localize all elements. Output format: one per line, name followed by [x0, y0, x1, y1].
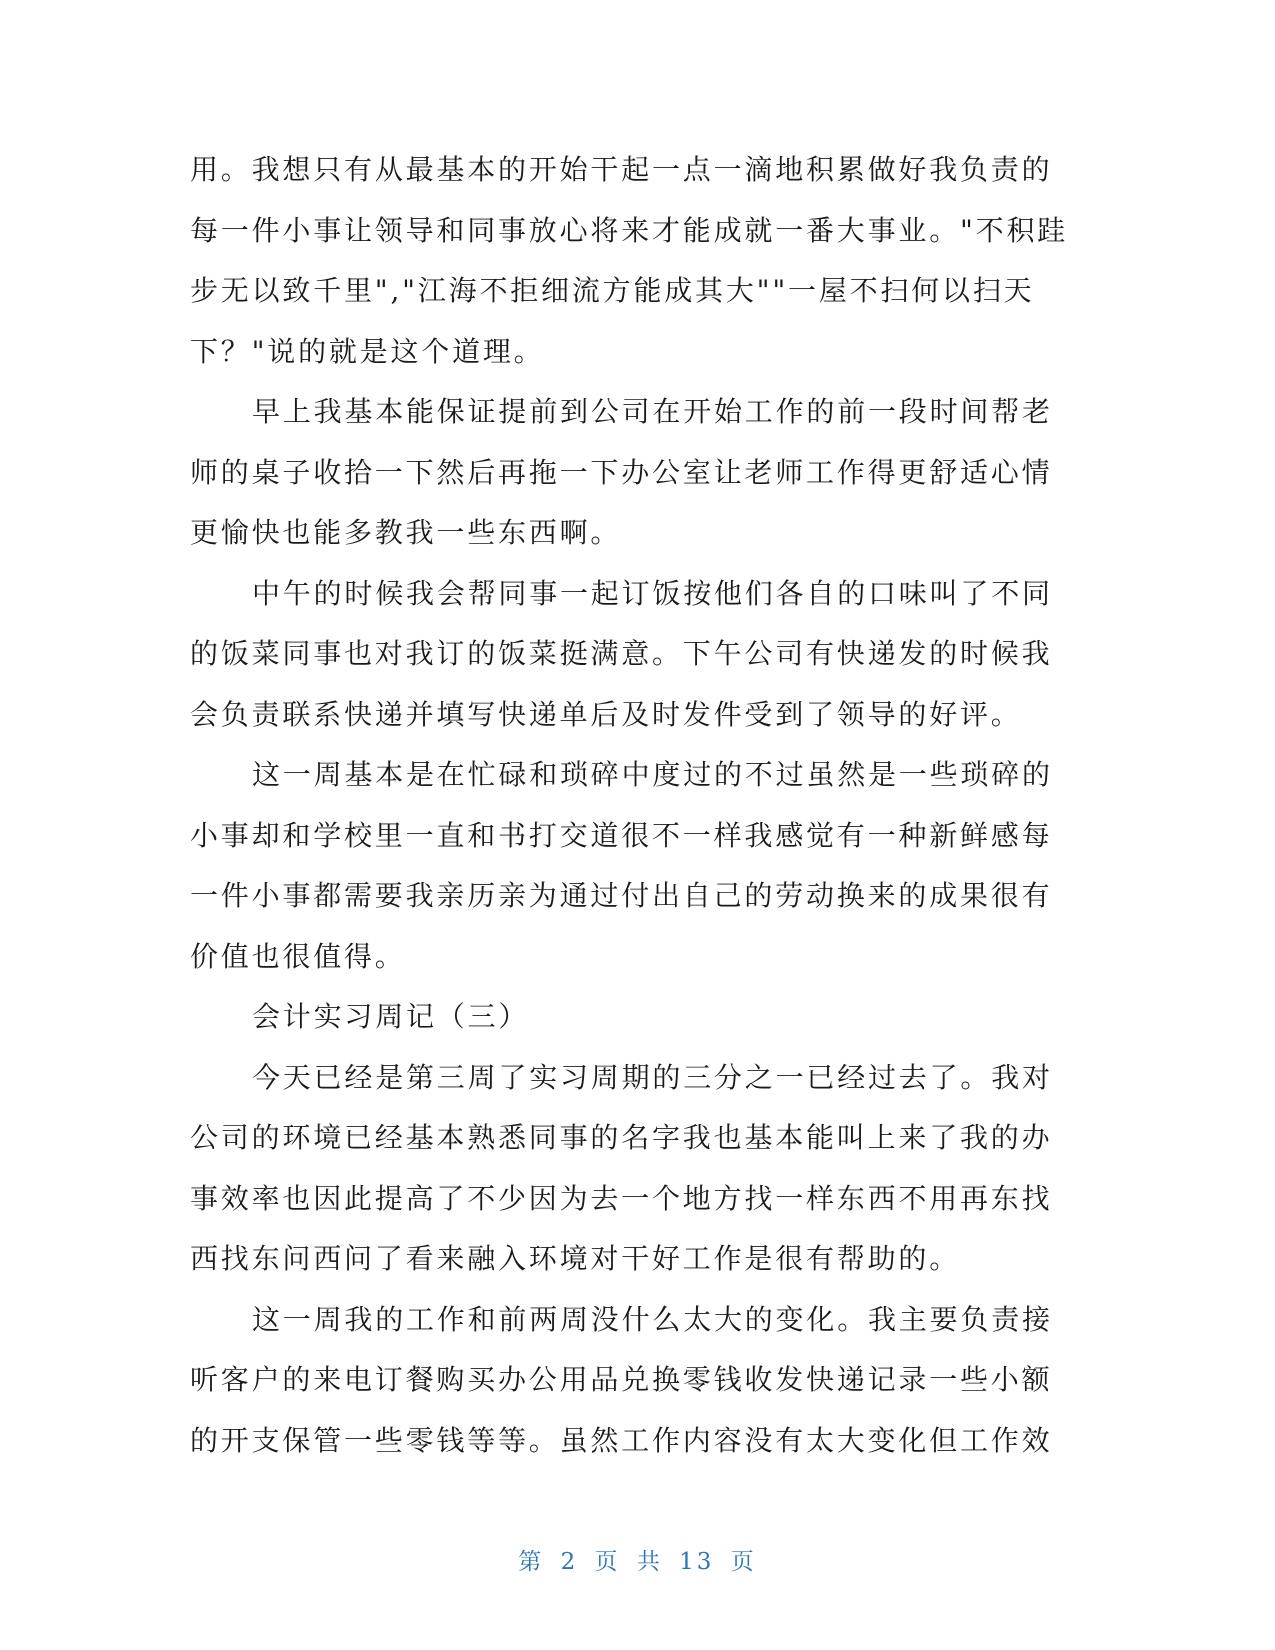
paragraph-1: 用。我想只有从最基本的开始干起一点一滴地积累做好我负责的每一件小事让领导和同事放心将来才能成就一番大事业。"不积跬步无以致千里","江海不拒细流方能成其大""一屋不扫何以扫天下？"说的就是这个道理。 — [190, 153, 1069, 368]
footer-label-page: 第 — [518, 1549, 545, 1575]
footer-total-pages: 13 — [679, 1549, 715, 1575]
paragraph-5: 今天已经是第三周了实习周期的三分之一已经过去了。我对公司的环境已经基本熟悉同事的名字我也基本能叫上来了我的办事效率也因此提高了不少因为去一个地方找一样东西不用再东找西找东问西问了看来融入环境对干好工作是很有帮助的。 — [190, 1060, 1053, 1275]
footer-current-page: 2 — [560, 1549, 579, 1575]
paragraph-3: 中午的时候我会帮同事一起订饭按他们各自的口味叫了不同的饭菜同事也对我订的饭菜挺满意。下午公司有快递发的时候我会负责联系快递并填写快递单后及时发件受到了领导的好评。 — [190, 576, 1053, 731]
page-footer — [0, 1543, 1275, 1576]
paragraph-6: 这一周我的工作和前两周没什么太大的变化。我主要负责接听客户的来电订餐购买办公用品兑换零钱收发快递记录一些小额的开支保管一些零钱等等。虽然工作内容没有太大变化但工作效 — [190, 1302, 1053, 1457]
document-body — [190, 140, 1080, 1471]
paragraph-4: 这一周基本是在忙碌和琐碎中度过的不过虽然是一些琐碎的小事却和学校里一直和书打交道很不一样我感觉有一种新鲜感每一件小事都需要我亲历亲为通过付出自己的劳动换来的成果很有价值也很值得。 — [190, 758, 1053, 973]
footer-label-total: 共 — [636, 1549, 663, 1575]
section-heading: 会计实习周记（三） — [252, 1000, 530, 1033]
footer-label-page-unit: 页 — [594, 1549, 621, 1575]
paragraph-2: 早上我基本能保证提前到公司在开始工作的前一段时间帮老师的桌子收拾一下然后再拖一下办公室让老师工作得更舒适心情更愉快也能多教我一些东西啊。 — [190, 395, 1053, 549]
footer-label-total-unit: 页 — [730, 1549, 757, 1575]
